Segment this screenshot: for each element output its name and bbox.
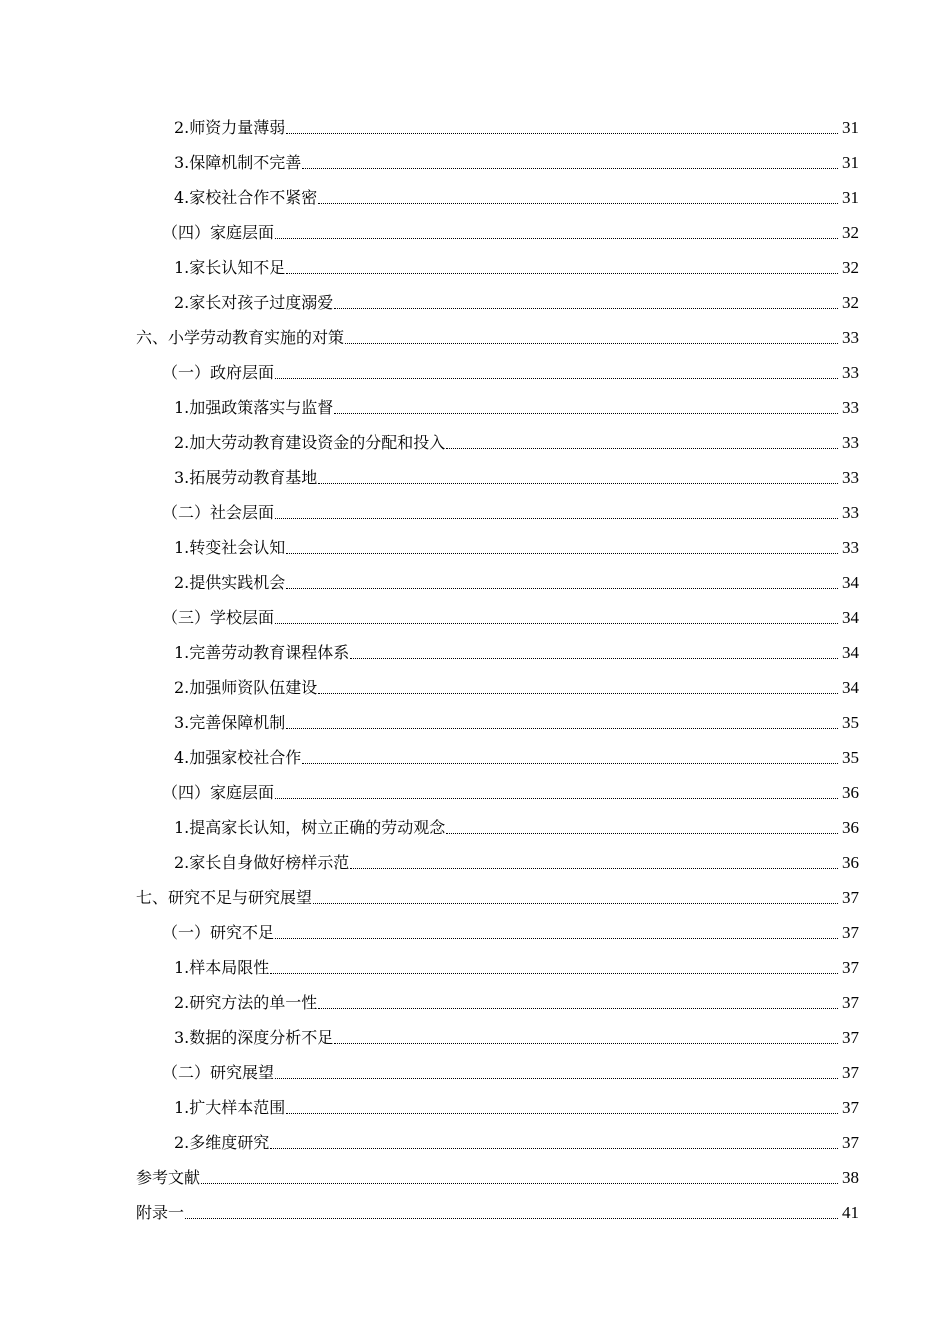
toc-dot-leader: [318, 693, 838, 694]
toc-dot-leader: [302, 763, 838, 764]
toc-dot-leader: [275, 518, 838, 519]
toc-dot-leader: [275, 623, 838, 624]
toc-entry-page-number: 41: [842, 1202, 859, 1222]
toc-entry[interactable]: [0, 1160, 950, 1195]
toc-entry-page-number: 37: [842, 1132, 859, 1152]
toc-dot-leader: [286, 133, 838, 134]
toc-dot-leader: [201, 1183, 838, 1184]
toc-dot-leader: [318, 483, 838, 484]
toc-entry-title: 2.加强师资队伍建设: [174, 677, 318, 697]
toc-entry-page-number: 33: [842, 467, 859, 487]
toc-entry-title: 3.保障机制不完善: [174, 152, 302, 172]
toc-entry[interactable]: [0, 845, 950, 880]
toc-dot-leader: [286, 728, 838, 729]
toc-entry-title: （一）研究不足: [162, 922, 275, 942]
toc-entry-page-number: 31: [842, 187, 859, 207]
toc-entry[interactable]: [0, 145, 950, 180]
toc-entry-title: 1.转变社会认知: [174, 537, 286, 557]
toc-entry[interactable]: [0, 670, 950, 705]
toc-entry-page-number: 35: [842, 712, 859, 732]
toc-entry-title: 4.加强家校社合作: [174, 747, 302, 767]
toc-entry-title: 2.研究方法的单一性: [174, 992, 318, 1012]
toc-entry-title: 1.样本局限性: [174, 957, 270, 977]
toc-entry-title: 1.加强政策落实与监督: [174, 397, 334, 417]
toc-dot-leader: [318, 1008, 838, 1009]
toc-entry-page-number: 37: [842, 1027, 859, 1047]
toc-dot-leader: [275, 938, 838, 939]
toc-entry-title: 2.加大劳动教育建设资金的分配和投入: [174, 432, 446, 452]
toc-entry-title: （四）家庭层面: [162, 782, 275, 802]
toc-entry[interactable]: [0, 390, 950, 425]
toc-entry[interactable]: [0, 915, 950, 950]
toc-dot-leader: [350, 658, 838, 659]
toc-dot-leader: [334, 1043, 838, 1044]
toc-dot-leader: [270, 973, 838, 974]
toc-entry-title: 1.完善劳动教育课程体系: [174, 642, 350, 662]
toc-entry[interactable]: [0, 985, 950, 1020]
toc-dot-leader: [318, 203, 838, 204]
toc-entry[interactable]: [0, 635, 950, 670]
toc-entry[interactable]: [0, 215, 950, 250]
toc-entry-page-number: 35: [842, 747, 859, 767]
toc-entry-page-number: 31: [842, 117, 859, 137]
toc-entry-title: 2.师资力量薄弱: [174, 117, 286, 137]
toc-entry[interactable]: [0, 740, 950, 775]
toc-entry-title: 附录一: [136, 1202, 185, 1222]
toc-dot-leader: [275, 238, 838, 239]
toc-dot-leader: [345, 343, 838, 344]
toc-dot-leader: [334, 413, 838, 414]
toc-entry[interactable]: [0, 250, 950, 285]
toc-entry-page-number: 33: [842, 502, 859, 522]
toc-dot-leader: [275, 1078, 838, 1079]
toc-entry-page-number: 37: [842, 957, 859, 977]
toc-dot-leader: [275, 798, 838, 799]
toc-dot-leader: [302, 168, 838, 169]
toc-dot-leader: [350, 868, 838, 869]
toc-entry[interactable]: [0, 600, 950, 635]
toc-entry-page-number: 32: [842, 257, 859, 277]
toc-entry-title: 3.完善保障机制: [174, 712, 286, 732]
toc-entry[interactable]: [0, 460, 950, 495]
toc-entry-page-number: 33: [842, 537, 859, 557]
toc-entry-title: 参考文献: [136, 1167, 201, 1187]
toc-entry[interactable]: [0, 705, 950, 740]
toc-dot-leader: [286, 588, 838, 589]
toc-entry-page-number: 36: [842, 782, 859, 802]
toc-entry-title: 2.提供实践机会: [174, 572, 286, 592]
toc-dot-leader: [334, 308, 838, 309]
toc-entry[interactable]: [0, 1055, 950, 1090]
toc-entry-page-number: 33: [842, 397, 859, 417]
toc-entry-page-number: 33: [842, 362, 859, 382]
toc-entry-title: （一）政府层面: [162, 362, 275, 382]
toc-entry-page-number: 37: [842, 1062, 859, 1082]
toc-entry-title: 1.家长认知不足: [174, 257, 286, 277]
toc-entry[interactable]: [0, 180, 950, 215]
toc-entry-page-number: 33: [842, 327, 859, 347]
toc-entry-title: 六、小学劳动教育实施的对策: [136, 327, 345, 347]
toc-entry-title: 七、研究不足与研究展望: [136, 887, 313, 907]
toc-entry-page-number: 37: [842, 887, 859, 907]
toc-entry[interactable]: [0, 810, 950, 845]
toc-entry-page-number: 37: [842, 992, 859, 1012]
toc-entry-page-number: 34: [842, 642, 859, 662]
toc-dot-leader: [185, 1218, 838, 1219]
toc-entry[interactable]: [0, 1020, 950, 1055]
toc-entry[interactable]: [0, 110, 950, 145]
toc-entry-page-number: 34: [842, 607, 859, 627]
toc-entry[interactable]: [0, 880, 950, 915]
toc-dot-leader: [286, 273, 838, 274]
toc-entry[interactable]: [0, 775, 950, 810]
toc-dot-leader: [313, 903, 838, 904]
toc-entry[interactable]: [0, 425, 950, 460]
toc-entry-title: （二）研究展望: [162, 1062, 275, 1082]
toc-entry[interactable]: [0, 1195, 950, 1230]
toc-entry-page-number: 34: [842, 572, 859, 592]
toc-entry-title: 3.数据的深度分析不足: [174, 1027, 334, 1047]
toc-entry[interactable]: [0, 530, 950, 565]
toc-entry-page-number: 37: [842, 922, 859, 942]
toc-entry-page-number: 32: [842, 222, 859, 242]
table-of-contents: [0, 110, 950, 1230]
toc-entry-title: （二）社会层面: [162, 502, 275, 522]
toc-dot-leader: [286, 553, 838, 554]
toc-entry-title: 2.多维度研究: [174, 1132, 270, 1152]
toc-entry[interactable]: [0, 950, 950, 985]
toc-dot-leader: [446, 833, 838, 834]
toc-dot-leader: [275, 378, 838, 379]
toc-entry[interactable]: [0, 320, 950, 355]
toc-entry-title: 4.家校社合作不紧密: [174, 187, 318, 207]
toc-entry-title: 1.提高家长认知，树立正确的劳动观念: [174, 817, 446, 837]
toc-entry-page-number: 31: [842, 152, 859, 172]
toc-entry-title: （四）家庭层面: [162, 222, 275, 242]
toc-entry-page-number: 36: [842, 817, 859, 837]
toc-entry[interactable]: [0, 1090, 950, 1125]
toc-entry-page-number: 32: [842, 292, 859, 312]
toc-entry-page-number: 36: [842, 852, 859, 872]
toc-entry[interactable]: [0, 1125, 950, 1160]
toc-entry-page-number: 37: [842, 1097, 859, 1117]
toc-entry[interactable]: [0, 285, 950, 320]
toc-entry[interactable]: [0, 565, 950, 600]
toc-entry-page-number: 38: [842, 1167, 859, 1187]
toc-entry-title: 2.家长自身做好榜样示范: [174, 852, 350, 872]
toc-dot-leader: [446, 448, 838, 449]
toc-dot-leader: [270, 1148, 838, 1149]
toc-entry-title: 2.家长对孩子过度溺爱: [174, 292, 334, 312]
toc-entry-title: （三）学校层面: [162, 607, 275, 627]
toc-entry[interactable]: [0, 495, 950, 530]
toc-entry[interactable]: [0, 355, 950, 390]
toc-entry-page-number: 34: [842, 677, 859, 697]
toc-dot-leader: [286, 1113, 838, 1114]
toc-entry-page-number: 33: [842, 432, 859, 452]
toc-entry-title: 1.扩大样本范围: [174, 1097, 286, 1117]
toc-entry-title: 3.拓展劳动教育基地: [174, 467, 318, 487]
